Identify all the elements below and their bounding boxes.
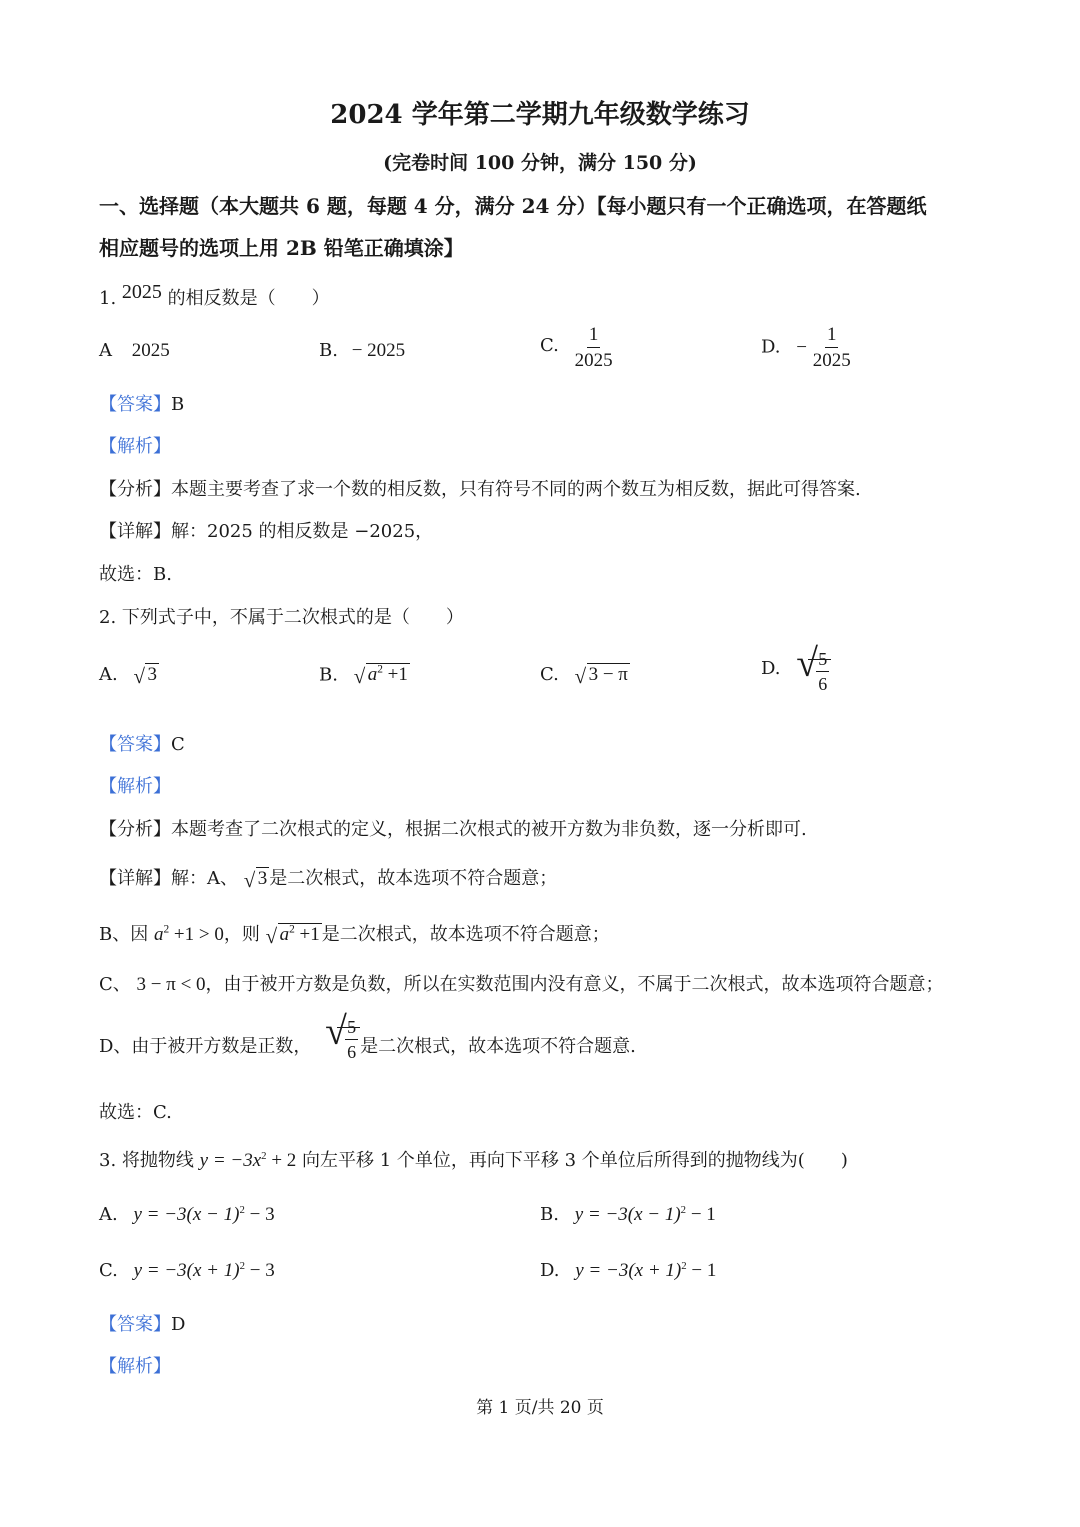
answer-tag: 【答案】	[99, 734, 171, 755]
question-1-stem	[99, 281, 330, 310]
option-d	[761, 641, 831, 694]
fraction	[345, 1018, 358, 1061]
answer-value: B	[171, 394, 185, 415]
option-label: D.	[540, 1260, 560, 1281]
stem-suffix: 向左平移 1 个单位，再向下平移 3 个单位后所得到的抛物线为( )	[302, 1150, 848, 1171]
option-expression-tail: − 3	[244, 1204, 275, 1225]
analysis-tag: 【解析】	[99, 776, 171, 797]
exponent: 2	[239, 1204, 245, 1216]
answer-value: D	[171, 1314, 186, 1335]
option-label: A.	[99, 664, 118, 685]
radicand-base: a	[279, 924, 290, 945]
q3-analysis-tag	[99, 1352, 171, 1378]
option-expression-tail: − 1	[686, 1260, 717, 1281]
answer-tag: 【答案】	[99, 394, 171, 415]
question-value: 2025	[121, 281, 162, 303]
option-c	[540, 325, 613, 370]
question-2-stem: 2. 下列式子中，不属于二次根式的是（ ）	[99, 607, 464, 628]
q1-fenxi	[99, 475, 861, 501]
expr-base: a	[153, 924, 164, 945]
minus-sign: −	[796, 336, 807, 358]
option-label: D.	[761, 336, 781, 358]
line-prefix: B、因	[99, 924, 149, 945]
q2-line-b	[99, 920, 610, 946]
option-label: B.	[540, 1204, 559, 1225]
section-heading-line1: 一、选择题（本大题共 6 题，每题 4 分，满分 24 分）【每小题只有一个正确选项，在答题纸	[99, 194, 927, 218]
sqrt-expression: √ 3	[133, 664, 157, 688]
option-expression: y = −3(x + 1)	[575, 1260, 682, 1281]
radicand: 3	[147, 664, 157, 685]
radicand-tail: +1	[382, 664, 408, 686]
denominator: 2025	[812, 350, 851, 371]
question-number: 1.	[99, 288, 117, 309]
q1-analysis-tag	[99, 432, 171, 458]
option-d	[761, 325, 851, 370]
fenxi-tag: 【分析】	[99, 479, 171, 500]
sqrt-expression: √ $a^2 +1$	[265, 923, 320, 948]
expr-tail: +1 > 0	[169, 924, 224, 945]
option-c	[99, 1260, 275, 1282]
document-title: 2024 学年第二学期九年级数学练习	[330, 100, 750, 130]
stem-expression-tail: + 2	[266, 1150, 297, 1171]
option-label: C.	[99, 1260, 118, 1281]
option-expression-tail: − 1	[686, 1204, 716, 1225]
sqrt-expression: √ $\frac{5}{6}$	[796, 650, 831, 693]
numerator: 1	[587, 325, 601, 348]
page-footer: 第 1 页/共 20 页	[476, 1398, 604, 1418]
line-mid: ，则	[223, 924, 260, 945]
answer-tag: 【答案】	[99, 1314, 171, 1335]
option-a	[99, 664, 159, 686]
question-text: 的相反数是（ ）	[167, 288, 330, 309]
line-prefix: C、	[99, 974, 131, 995]
fenxi-text: 本题考查了二次根式的定义，根据二次根式的被开方数为非负数，逐一分析即可.	[171, 819, 807, 840]
fraction	[575, 325, 613, 370]
q2-line-c	[99, 970, 944, 996]
xiangjie-tag: 【详解】	[99, 868, 171, 889]
option-expression: y = −3(x − 1)	[574, 1204, 681, 1225]
line-prefix: D、由于被开方数是正数，	[99, 1035, 312, 1057]
xiangjie-tag: 【详解】	[99, 521, 171, 542]
denominator: 6	[818, 674, 828, 694]
option-label: C.	[540, 664, 559, 685]
option-b	[319, 340, 405, 362]
exponent: 2	[163, 923, 170, 936]
option-b	[319, 664, 410, 686]
exponent: 2	[289, 923, 295, 936]
exponent: 2	[681, 1260, 687, 1272]
analysis-tag: 【解析】	[99, 436, 171, 457]
option-a	[99, 1204, 275, 1226]
answer-value: C	[171, 734, 185, 755]
q2-fenxi	[99, 815, 807, 841]
option-a	[99, 340, 170, 362]
exam-info: (完卷时间 100 分钟，满分 150 分)	[383, 152, 697, 174]
inequality: 3 − π < 0	[136, 974, 206, 995]
q2-answer	[99, 730, 185, 756]
option-expression: y = −3(x − 1)	[133, 1204, 240, 1225]
option-d	[540, 1260, 716, 1282]
stem-expression: y = −3x	[199, 1150, 262, 1171]
radicand-base: a	[367, 664, 378, 686]
q2-xiangjie	[99, 864, 557, 890]
option-label: B.	[319, 664, 338, 686]
fenxi-text: 本题主要考查了求一个数的相反数，只有符号不同的两个数互为相反数，据此可得答案.	[171, 479, 861, 500]
option-label: D.	[761, 657, 781, 679]
option-value: 2025	[131, 340, 170, 361]
q1-answer	[99, 390, 184, 416]
option-c	[540, 664, 630, 686]
section-heading-line2: 相应题号的选项上用 2B 铅笔正确填涂】	[99, 236, 464, 260]
option-label: C.	[540, 334, 559, 356]
fenxi-tag: 【分析】	[99, 819, 171, 840]
xiangjie-text-post: 是二次根式，故本选项不符合题意；	[269, 868, 558, 889]
xiangjie-text: 解：2025 的相反数是 −2025，	[171, 521, 434, 542]
line-suffix: 是二次根式，故本选项不符合题意.	[360, 1035, 636, 1057]
denominator: 6	[347, 1042, 357, 1062]
line-suffix: 是二次根式，故本选项不符合题意；	[321, 924, 610, 945]
analysis-tag: 【解析】	[99, 1356, 171, 1377]
q1-xiangjie	[99, 517, 433, 543]
radicand: 3 − π	[588, 664, 628, 685]
option-b	[540, 1204, 716, 1226]
sqrt-expression: √ $\frac{5}{6}$	[325, 1018, 360, 1061]
option-label: A.	[99, 1204, 118, 1225]
sqrt-expression: √ 3 − π	[574, 664, 628, 688]
line-suffix: ，由于被开方数是负数，所以在实数范围内没有意义，不属于二次根式，故本选项符合题意；	[205, 974, 944, 995]
denominator: 2025	[574, 350, 613, 371]
q2-analysis-tag	[99, 772, 171, 798]
exponent: 2	[239, 1260, 245, 1272]
fraction	[816, 650, 829, 693]
option-expression: y = −3(x + 1)	[133, 1260, 240, 1281]
sqrt-expression: √ $a^2 +1$	[353, 664, 408, 688]
exponent: 2	[377, 664, 383, 676]
option-expression-tail: − 3	[244, 1260, 275, 1281]
radicand: 3	[257, 868, 268, 889]
option-label: B.	[319, 340, 338, 361]
q3-answer	[99, 1310, 185, 1336]
exponent: 2	[680, 1204, 687, 1216]
fraction	[813, 325, 851, 370]
stem-prefix: 3. 将抛物线	[99, 1150, 194, 1171]
option-value: − 2025	[351, 340, 406, 361]
xiangjie-text: 解：A、	[171, 868, 238, 889]
numerator: 5	[816, 650, 829, 672]
numerator: 1	[825, 325, 839, 348]
numerator: 5	[345, 1018, 358, 1040]
exponent: 2	[261, 1150, 267, 1162]
q1-conclusion: 故选：B.	[99, 564, 172, 585]
q2-conclusion: 故选：C.	[99, 1102, 172, 1123]
option-label: A	[99, 340, 112, 361]
question-3-stem	[99, 1146, 848, 1172]
sqrt-expression: √ 3	[243, 868, 268, 892]
q2-line-d	[99, 1009, 636, 1062]
